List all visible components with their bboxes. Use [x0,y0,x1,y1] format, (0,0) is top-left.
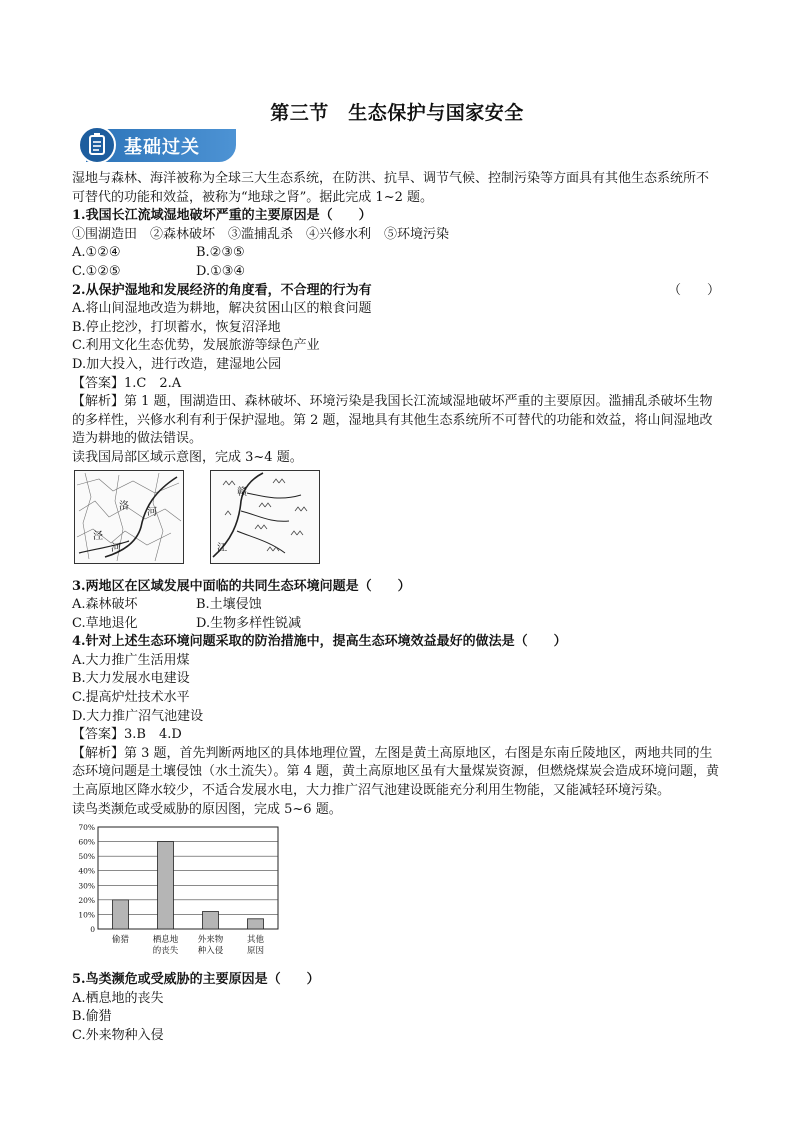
y-tick-label: 70% [78,823,95,833]
page-title: 第三节 生态保护与国家安全 [270,102,524,124]
x-tick-label: 种入侵 [197,946,224,957]
question-3-stem: 3.两地区在区域发展中面临的共同生态环境问题是（ ） [72,578,411,594]
question-5-stem: 5.鸟类濒危或受威胁的主要原因是（ ） [72,972,320,988]
map-left-label-4: 河 [111,542,121,554]
x-tick-label: 外来物 [197,935,224,946]
intro-paragraph: 湿地与森林、海洋被称为全球三大生态系统，在防洪、抗旱、调节气候、控制污染等方面具有其他生态系统所不可替代的功能和效益，被称为“地球之肾”。据此完成 1~2 题。 [72,171,710,205]
chart-intro: 读鸟类濒危或受威胁的原因图，完成 5~6 题。 [72,801,342,817]
question-1-items: ①围湖造田 ②森林破坏 ③滥捕乱杀 ④兴修水利 ⑤环境污染 [72,226,450,242]
question-1-stem: 1.我国长江流域湿地破坏严重的主要原因是（ ） [72,208,372,224]
map-left-label-1: 洛 [119,500,129,512]
question-2-line [72,282,720,301]
bar [203,912,219,929]
map-right-label-1: 赣 [237,486,247,498]
option-4b[interactable]: B.大力发展水电建设 [72,671,190,687]
banner-label: 基础过关 [124,137,200,158]
bar [158,842,174,929]
option-3c[interactable]: C.草地退化 [72,615,138,631]
map-left-label-2: 河 [147,506,157,518]
question-4-stem: 4.针对上述生态环境问题采取的防治措施中，提高生态环境效益最好的做法是（ ） [72,634,567,650]
map-right-label-2: 江 [217,542,227,554]
option-4d[interactable]: D.大力推广沼气池建设 [72,708,204,724]
option-3b[interactable]: B.土壤侵蚀 [196,597,262,613]
x-tick-label: 其他 [246,935,265,946]
option-5a[interactable]: A.栖息地的丧失 [72,990,164,1006]
document-body [72,170,720,1046]
option-5c[interactable]: C.外来物种入侵 [72,1028,164,1043]
option-2c[interactable]: C.利用文化生态优势，发展旅游等绿色产业 [72,338,320,354]
question-1-options-row-1 [72,244,720,263]
map-intro: 读我国局部区域示意图，完成 3~4 题。 [72,449,303,465]
y-tick-label: 40% [78,866,95,876]
y-tick-label: 20% [78,896,95,906]
map-southeast-hills [210,470,320,564]
option-1b[interactable]: B.②③⑤ [196,245,245,261]
section-banner [78,126,236,166]
x-tick-label: 原因 [246,946,265,957]
option-3d[interactable]: D.生物多样性锐减 [196,615,302,631]
y-tick-label: 30% [78,881,95,891]
map-left-label-3: 泾 [93,530,103,542]
option-2b[interactable]: B.停止挖沙，打坝蓄水，恢复沼泽地 [72,319,281,335]
x-tick-label: 的丧失 [152,946,179,957]
bird-threat-chart [72,821,720,971]
question-3-options-row-2 [72,615,720,634]
explanation-3-4: 【解析】第 3 题，首先判断两地区的具体地理位置，左图是黄土高原地区，右图是东南丘陵地区，两地共同的生态环境问题是土壤侵蚀（水土流失）。第 4 题，黄土高原地区虽有大量煤炭资源，但燃烧煤炭会造成环境问题，黄土高原地区降水较少，不适合发展水电，大力推广沼气池建设既能充分利用生物能，又能减轻环境污染。 [72,745,720,799]
bar-chart [72,821,292,969]
checklist-icon [78,126,116,164]
map-loess-plateau [74,470,184,564]
option-3a[interactable]: A.森林破坏 [72,597,138,613]
option-2a[interactable]: A.将山间湿地改造为耕地，解决贫困山区的粮食问题 [72,301,372,317]
option-1a[interactable]: A.①②④ [72,245,121,261]
option-4c[interactable]: C.提高炉灶技术水平 [72,690,190,706]
y-tick-label: 60% [78,837,95,847]
option-2d[interactable]: D.加大投入，进行改造，建湿地公园 [72,356,282,372]
option-1d[interactable]: D.①③④ [196,263,246,279]
bar [113,900,129,929]
answer-paren: （ ） [667,282,720,298]
question-2-stem: 2.从保护湿地和发展经济的角度看，不合理的行为有 [72,282,372,298]
option-4a[interactable]: A.大力推广生活用煤 [72,652,190,668]
y-tick-label: 50% [78,852,95,862]
option-1c[interactable]: C.①②⑤ [72,263,121,279]
bar [248,919,264,929]
question-1-options-row-2 [72,263,720,282]
option-5b[interactable]: B.偷猎 [72,1009,112,1025]
answer-3-4: 【答案】3.B 4.D [72,727,182,743]
explanation-1-2: 【解析】第 1 题，围湖造田、森林破坏、环境污染是我国长江流域湿地破坏严重的主要原因。滥捕乱杀破坏生物的多样性，兴修水利有利于保护湿地。第 2 题，湿地具有其他生态系统所不可替代的功能和效益，将山间湿地改造为耕地的做法错误。 [72,394,713,447]
x-tick-label: 偷猎 [111,935,130,946]
question-3-options-row-1 [72,596,720,615]
maps-figure [72,470,720,572]
y-tick-label: 0 [90,925,95,935]
answer-1-2: 【答案】1.C 2.A [72,375,182,391]
x-tick-label: 栖息地 [152,935,179,946]
y-tick-label: 10% [78,910,95,920]
